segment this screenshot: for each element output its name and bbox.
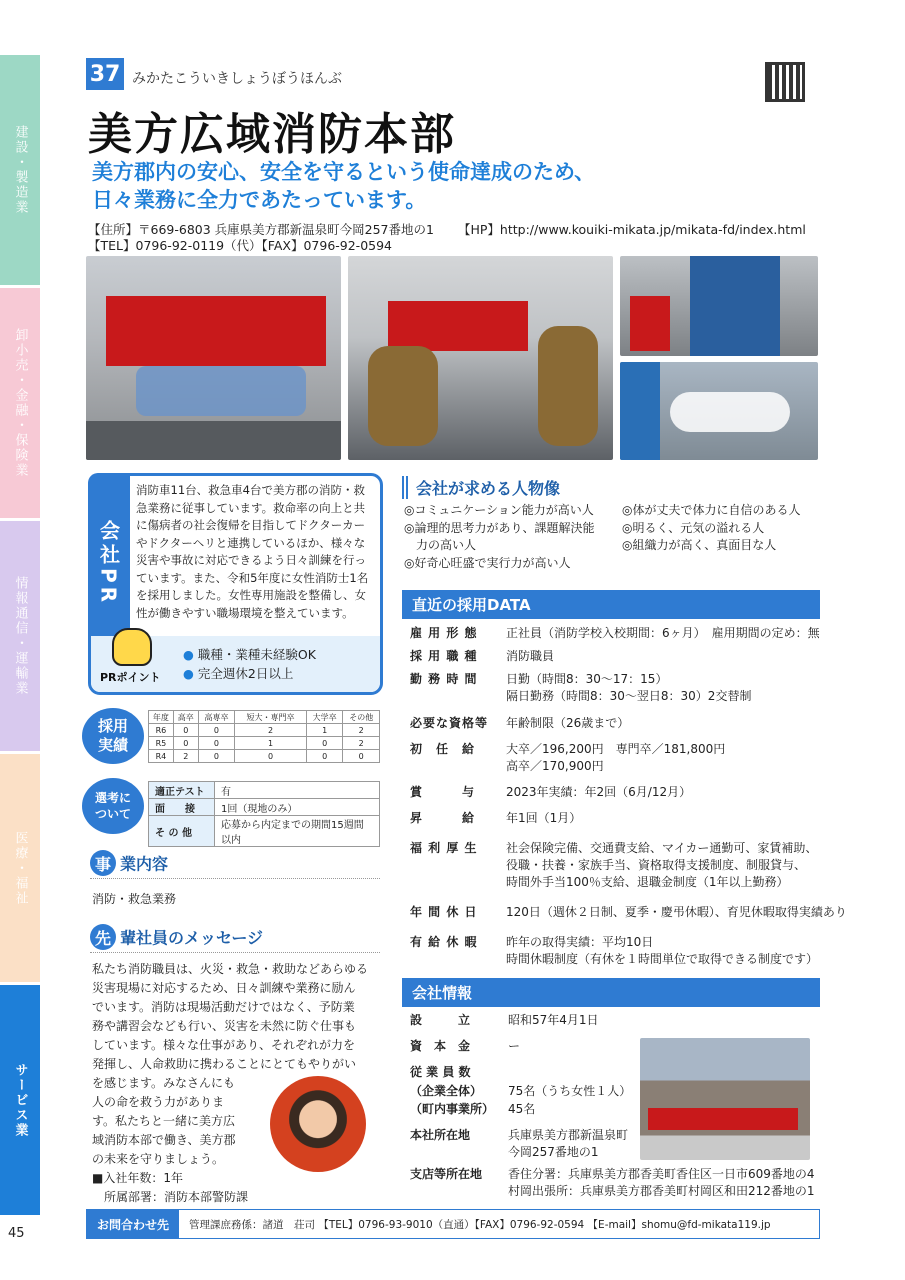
photo-fire-station: [640, 1038, 810, 1160]
hiring-table: [148, 710, 380, 763]
catch-copy: [92, 158, 812, 214]
table-row: 適正テスト 有: [149, 782, 380, 799]
table-row: そ の 他 応募から内定までの期間15週間以内: [149, 816, 380, 847]
hiring-label: 採用実績: [82, 708, 144, 764]
table-row: R6 0 0 2 1 2: [149, 724, 380, 737]
business-text: 消防・救急業務: [92, 892, 177, 906]
side-tab-label: サービス業: [12, 1062, 28, 1138]
table-row: 年度 高卒 高専卒 短大・専門卒 大学卒 その他: [149, 711, 380, 724]
recruit-row: 必要な資格等 年齢制限（26歳まで）: [410, 716, 630, 730]
company-pr-label: 会社PR: [88, 473, 130, 653]
company-row: 本社所在地 兵庫県美方郡新温泉町 今岡257番地の1: [410, 1128, 629, 1159]
company-row: 従 業 員 数: [410, 1065, 471, 1079]
side-tab-label: 卸小売・金融・保険業: [12, 328, 28, 478]
recruit-row: 福 利 厚 生 社会保険完備、交通費支給、マイカー通勤可、家賃補助、 役職・扶養・家族手当、資格取得支援制度、制服貸与、 時間外手当100％支給、退職金制度（1年以上勤務）: [410, 841, 818, 889]
pr-points-list: [183, 645, 316, 683]
side-tab-medical[interactable]: [0, 754, 40, 982]
message-body: 私たち消防職員は、火災・救急・救助などあらゆる 災害現場に対応するため、日々訓練や業務に励ん でいます。消防は現場活動だけではなく、予防業 務や講習会なども行い、災害を未然に防ぐ仕事も しています。様々な仕事があり、それぞれが力を 発揮し、人命救助に携わることにとてもやりがい を感じます。みなさんにも 人の命を救う力がありま す。私たちと一緒に美方広 域消防本部で働き、美方郡 の未来を守りましょう。 ■入社年数：1年 所属部署：消防本部警防課: [92, 962, 369, 1204]
catch-line-2: 日々業務に全力であたっています。: [92, 188, 427, 212]
company-row: （企業全体） 75名（うち女性１人）: [410, 1084, 632, 1098]
recruit-row: 勤 務 時 間 日勤（時間8：30〜17：15） 隔日勤務（時間8：30〜翌日8：30）2交替制: [410, 672, 752, 703]
company-pr-text: 消防車11台、救急車4台で美方郡の消防・救急業務に従事しています。救命率の向上と共に傷病者の社会復帰を目指してドクターカーやドクターヘリと連携しているほか、様々な災害や事故に対応できるよう日々訓練を行っています。また、令和5年度に女性消防士1名を採用しました。女性専用施設を整備し、女性が働きやすい職場環境を整えています。: [136, 483, 369, 620]
photo-hose-training: [348, 256, 613, 460]
pr-point-item: ● 職種・業種未経験OK: [183, 647, 316, 662]
business-mark: 事: [90, 850, 116, 876]
page-number: 45: [8, 1226, 25, 1241]
side-tab-it[interactable]: [0, 521, 40, 751]
pr-point-item: ● 完全週休2日以上: [183, 666, 294, 681]
side-tab-construction[interactable]: [0, 55, 40, 285]
side-tab-retail[interactable]: [0, 288, 40, 518]
wanted-left-list: ◎コミュニケーション能力が高い人 ◎論理的思考力があり、課題解決能 力の高い人 ◎好奇心旺盛で実行力が高い人: [404, 503, 595, 570]
hand-pointer-icon: [112, 628, 152, 666]
recruit-row: 採 用 職 種 消防職員: [410, 649, 555, 663]
photo-water-spray: [620, 362, 818, 460]
side-tab-service[interactable]: [0, 985, 40, 1215]
address: 【住所】〒669-6803 兵庫県美方郡新温泉町今岡257番地の1: [88, 222, 434, 237]
employee-portrait: [270, 1076, 366, 1172]
recruit-row: 初 任 給 大卒／196,200円 専門卒／181,800円 高卒／170,900円: [410, 742, 726, 773]
message-heading: 先 輩社員のメッセージ: [90, 924, 263, 950]
table-row: R4 2 0 0 0 0: [149, 750, 380, 763]
recruit-row: 昇 給 年1回（1月）: [410, 811, 582, 825]
side-tab-label: 医療・福祉: [12, 830, 28, 906]
company-row: 設 立 昭和57年4月1日: [410, 1013, 599, 1027]
side-tab-label: 建設・製造業: [12, 125, 28, 215]
company-title: 美方広域消防本部: [88, 109, 456, 160]
wanted-heading: 会社が求める人物像: [402, 476, 560, 499]
message-divider: [90, 952, 380, 953]
side-tab-label: 情報通信・運輸業: [12, 576, 28, 696]
recruit-row: 賞 与 2023年実績：年2回（6月/12月）: [410, 785, 692, 799]
message-mark: 先: [90, 924, 116, 950]
recruit-row: 有 給 休 暇 昨年の取得実績：平均10日 時間休暇制度（有休を１時間単位で取得できる制度です）: [410, 935, 819, 966]
business-divider: [90, 878, 380, 879]
business-heading: 事 業内容: [90, 850, 168, 876]
tel-fax: 【TEL】0796-92-0119（代）【FAX】0796-92-0594: [88, 238, 393, 253]
selection-label: 選考について: [82, 778, 144, 834]
company-number: 37: [86, 58, 124, 90]
photo-rescue-training: [86, 256, 341, 460]
pr-point-badge: PRポイント: [100, 671, 161, 684]
recruit-row: 雇 用 形 態 正社員（消防学校入校期間：6ヶ月） 雇用期間の定め：無: [410, 626, 820, 640]
company-info-heading: 会社情報: [402, 978, 820, 1007]
recruit-heading: 直近の採用DATA: [402, 590, 820, 619]
contact-label: お問合わせ先: [87, 1210, 179, 1238]
company-row: （町内事業所） 45名: [410, 1102, 536, 1116]
company-row: 資 本 金 ー: [410, 1039, 521, 1053]
selection-table: [148, 781, 380, 847]
catch-line-1: 美方郡内の安心、安全を守るという使命達成のため、: [92, 160, 596, 184]
company-kana: みかたこういきしょうぼうほんぶ: [132, 71, 342, 87]
recruit-row: 年 間 休 日 120日（週休２日制、夏季・慶弔休暇）、育児休暇取得実績あり: [410, 905, 847, 919]
homepage-link[interactable]: 【HP】http://www.kouiki-mikata.jp/mikata-fd/index.html: [458, 222, 806, 237]
table-row: 面 接 1回（現地のみ）: [149, 799, 380, 816]
table-row: R5 0 0 1 0 2: [149, 737, 380, 750]
contact-bar: [86, 1209, 820, 1239]
photo-tower-training: [620, 256, 818, 356]
qr-code-icon: [765, 62, 805, 102]
contact-text: 管理課庶務係：諸道 荘司 【TEL】0796-93-9010（直通）【FAX】0796-92-0594 【E-mail】shomu@fd-mikata119.jp: [189, 1218, 771, 1231]
wanted-right-list: ◎体が丈夫で体力に自信のある人 ◎明るく、元気の溢れる人 ◎組織力が高く、真面目な人: [622, 503, 801, 552]
company-row: 支店等所在地 香住分署：兵庫県美方郡香美町香住区一日市609番地の4 村岡出張所：兵庫県美方郡香美町村岡区和田212番地の1: [410, 1167, 815, 1198]
